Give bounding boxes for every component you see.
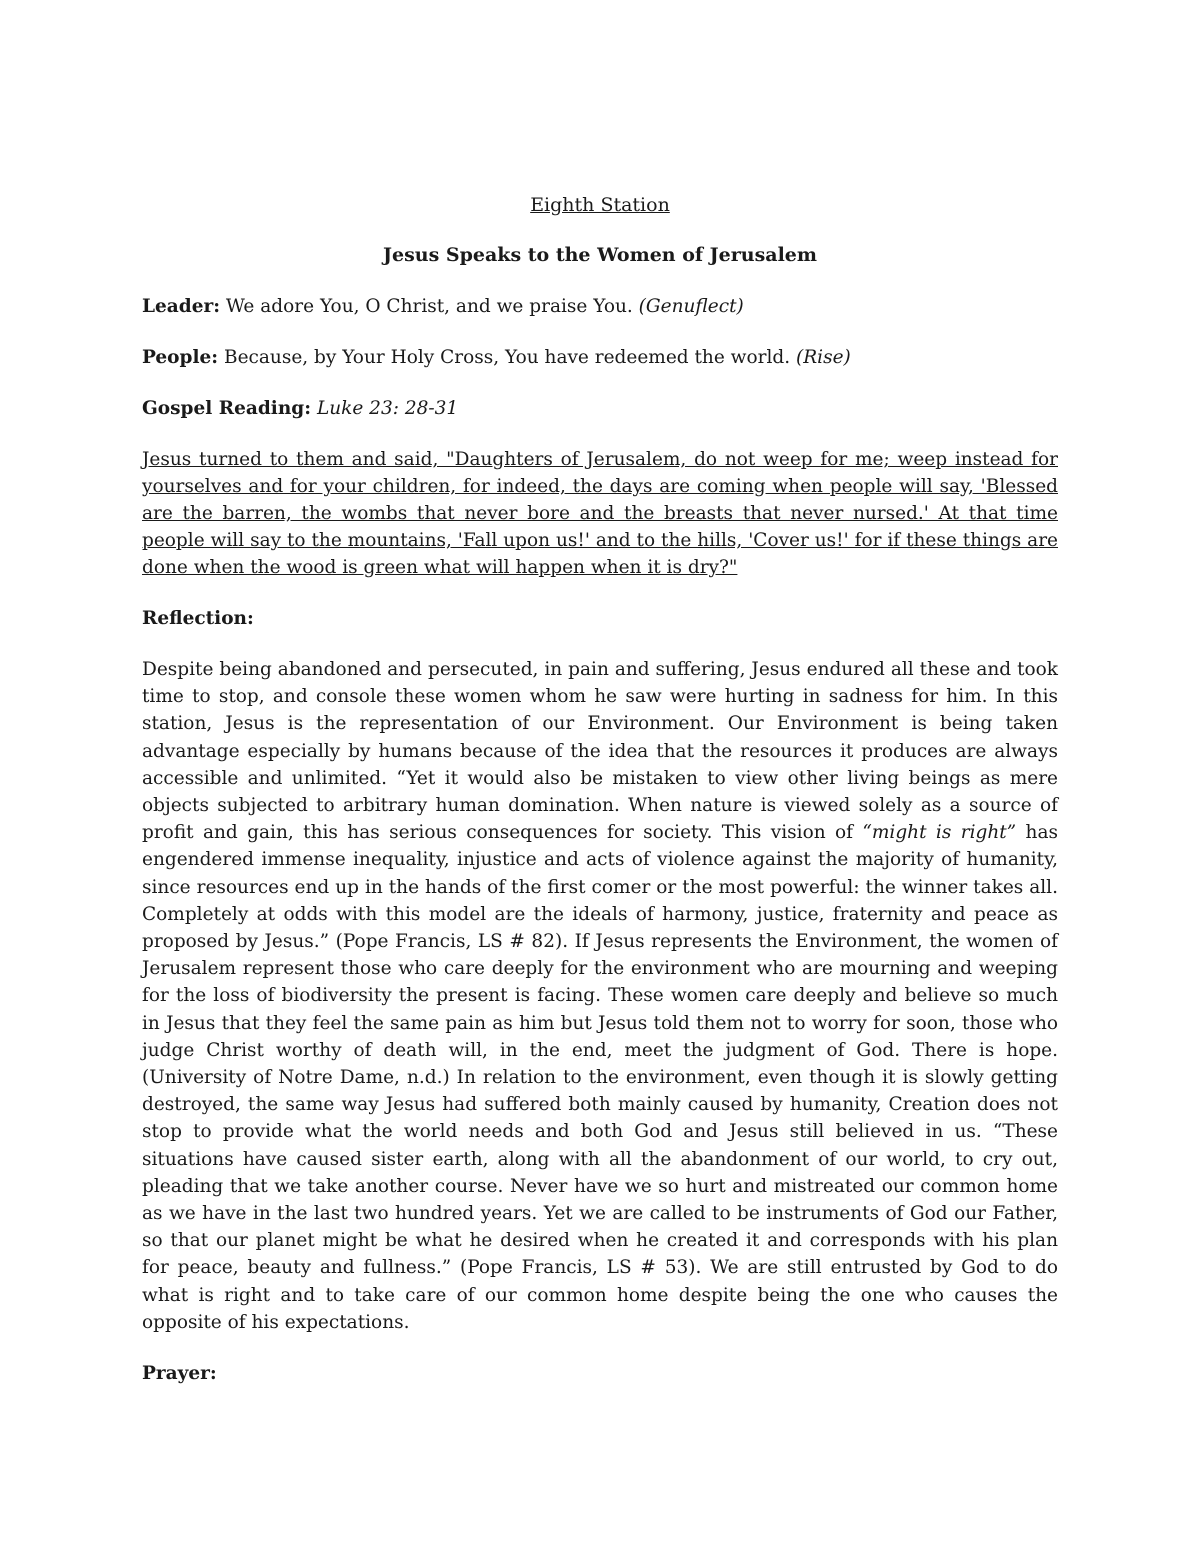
station-title: Eighth Station — [530, 194, 670, 216]
people-line — [142, 344, 1058, 371]
gospel-reading-line — [142, 395, 1058, 422]
reflection-paragraph — [142, 656, 1058, 1336]
gospel-reference: Luke 23: 28-31 — [316, 398, 459, 419]
leader-action: (Genuflect) — [638, 296, 744, 317]
document-page — [142, 192, 1058, 1411]
people-label: People: — [142, 347, 219, 368]
leader-label: Leader: — [142, 296, 221, 317]
gospel-passage: Jesus turned to them and said, "Daughters of Jerusalem, do not weep for me; weep instead for yourselves and for your children, for indeed, the days are coming when people will say, 'Blessed are the barren, the wombs that never bore and the breasts that never nursed.' At that time people will say to the mountains, 'Fall upon us!' and to the hills, 'Cover us!' for if these things are done when the wood is green what will happen when it is dry?" — [142, 449, 1058, 578]
reflection-italic-phrase: “might is right” — [862, 822, 1017, 844]
people-text: Because, by Your Holy Cross, You have redeemed the world. — [218, 347, 797, 368]
station-subtitle: Jesus Speaks to the Women of Jerusalem — [382, 244, 817, 266]
prayer-label: Prayer: — [142, 1363, 217, 1385]
leader-text: We adore You, O Christ, and we praise You. — [220, 296, 639, 317]
reflection-label: Reflection: — [142, 608, 254, 629]
people-action: (Rise) — [796, 347, 851, 368]
leader-line — [142, 293, 1058, 320]
reflection-text-part2: has engendered immense inequality, injustice and acts of violence against the majority of humanity, since resources end up in the hands of the first comer or the most powerful: the winner takes all. Completely at odds with this model are the ideals of harmony, justice, fraternity and peace as proposed by Jesus.” (Pope Francis, LS # 82). If Jesus represents the Environment, the women of Jerusalem represent those who care deeply for the environment who are mourning and weeping for the loss of biodiversity the present is facing. These women care deeply and believe so much in Jesus that they feel the same pain as him but Jesus told them not to worry for soon, those who judge Christ worthy of death will, in the end, meet the judgment of God. There is hope. (University of Notre Dame, n.d.) In relation to the environment, even though it is slowly getting destroyed, the same way Jesus had suffered both mainly caused by humanity, Creation does not stop to provide what the world needs and both God and Jesus still believed in us. “These situations have caused sister earth, along with all the abandonment of our world, to cry out, pleading that we take another course. Never have we so hurt and mistreated our common home as we have in the last two hundred years. Yet we are called to be instruments of God our Father, so that our planet might be what he desired when he created it and corresponds with his plan for peace, beauty and fullness.” (Pope Francis, LS # 53). We are still entrusted by God to do what is right and to take care of our common home despite being the one who causes the opposite of his expectations. — [142, 822, 1058, 1333]
reflection-text-part1: Despite being abandoned and persecuted, in pain and suffering, Jesus endured all these and took time to stop, and console these women whom he saw were hurting in sadness for him. In this station, Jesus is the representation of our Environment. Our Environment is being taken advantage especially by humans because of the idea that the resources it produces are always accessible and unlimited. “Yet it would also be mistaken to view other living beings as mere objects subjected to arbitrary human domination. When nature is viewed solely as a source of profit and gain, this has serious consequences for society. This vision of — [142, 659, 1058, 844]
gospel-label: Gospel Reading: — [142, 398, 312, 419]
